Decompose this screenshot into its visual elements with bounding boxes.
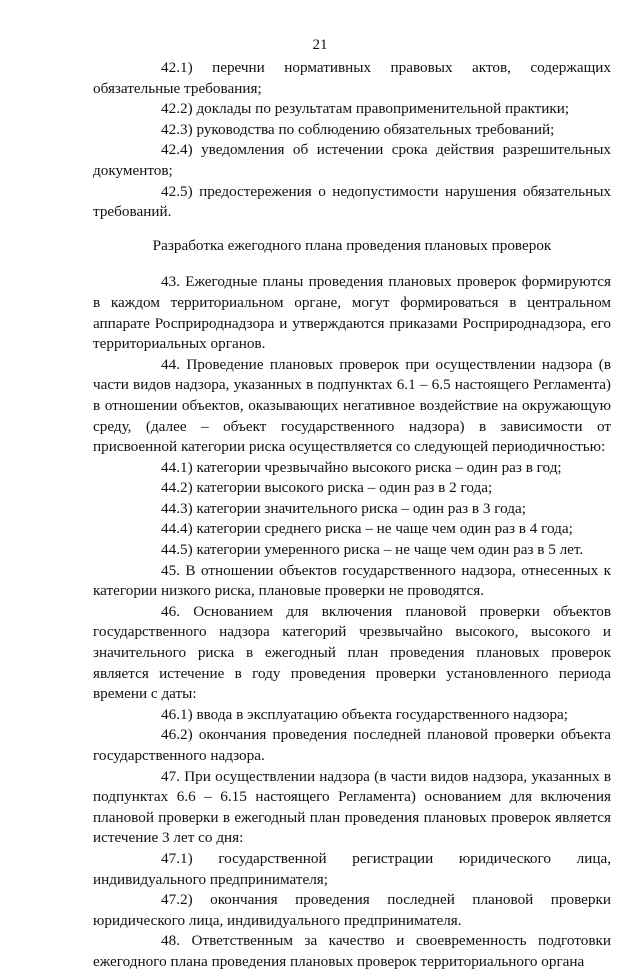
item-number: 47.2) [161, 891, 193, 909]
item-47-2 [93, 890, 611, 931]
item-text: руководства по соблюдению обязательных требований; [196, 120, 555, 138]
item-text: категории умеренного риска – не чаще чем один раз в 5 лет. [196, 541, 584, 559]
paragraph-45 [93, 561, 611, 602]
item-44-1 [93, 458, 611, 479]
item-text: категории высокого риска – один раз в 2 года; [196, 479, 493, 497]
item-text: категории значительного риска – один раз в 3 года; [196, 499, 526, 517]
item-text: окончания проведения последней плановой проверки юридического лица, индивидуального предпринимателя. [93, 891, 612, 929]
paragraph-number: 46. [161, 602, 180, 620]
item-number: 44.1) [161, 458, 193, 476]
item-44-3 [93, 499, 611, 520]
item-42-1 [93, 58, 611, 99]
item-number: 42.3) [161, 120, 193, 138]
item-number: 46.2) [161, 726, 193, 744]
paragraph-text: В отношении объектов государственного надзора, отнесенных к категории низкого риска, плановые проверки не проводятся. [93, 561, 612, 600]
item-text: предостережения о недопустимости нарушения обязательных требований. [93, 182, 611, 221]
paragraph-44 [93, 355, 611, 458]
item-text: категории чрезвычайно высокого риска – один раз в год; [196, 458, 562, 476]
document-body [93, 58, 611, 973]
item-number: 44.3) [161, 499, 193, 517]
item-42-2 [93, 99, 611, 120]
item-number: 47.1) [161, 849, 193, 867]
paragraph-text: Ежегодные планы проведения плановых проверок формируются в каждом территориальном органе, могут формироваться в центральном аппарате Росприроднадзора и утверждаются приказами Росприроднадзора, его территориальных органов. [93, 273, 611, 353]
item-46-2 [93, 725, 611, 766]
item-44-5 [93, 540, 611, 561]
paragraph-text: При осуществлении надзора (в части видов надзора, указанных в подпунктах 6.6 – 6.15 настоящего Регламента) основанием для включения плановой проверки в ежегодный план проведения плановых проверок является истечение 3 лет со дня: [93, 767, 611, 847]
item-42-3 [93, 120, 611, 141]
paragraph-text: Ответственным за качество и своевременность подготовки ежегодного плана проведения плановых проверок территориального органа [93, 932, 611, 970]
paragraph-text: Основанием для включения плановой проверки объектов государственного надзора категорий чрезвычайно высокого, высокого и значительного риска в ежегодный план проведения плановых проверок является истечение в году проведения проверки установленного периода времени с даты: [93, 602, 612, 703]
item-46-1 [93, 705, 611, 726]
item-44-2 [93, 478, 611, 499]
item-number: 44.5) [161, 541, 193, 559]
item-47-1 [93, 849, 611, 890]
paragraph-text: Проведение плановых проверок при осуществлении надзора (в части видов надзора, указанных в подпунктах 6.1 – 6.5 настоящего Регламента) в отношении объектов, оказывающих негативное воздействие на окружающую среду, (далее – объект государственного надзора) в зависимости от присвоенной категории риска осуществляется со следующей периодичностью: [93, 355, 611, 456]
paragraph-number: 43. [161, 273, 180, 291]
item-number: 42.4) [161, 141, 193, 159]
paragraph-43 [93, 272, 611, 354]
item-number: 42.2) [161, 100, 193, 118]
section-heading: Разработка ежегодного плана проведения плановых проверок [152, 236, 552, 254]
paragraph-number: 47. [161, 767, 180, 785]
item-text: категории среднего риска – не чаще чем один раз в 4 года; [196, 520, 573, 538]
paragraph-number: 44. [161, 355, 180, 373]
item-number: 44.2) [161, 479, 193, 497]
item-44-4 [93, 519, 611, 540]
item-42-5 [93, 182, 611, 223]
item-text: окончания проведения последней плановой проверки объекта государственного надзора. [93, 726, 611, 764]
item-number: 42.5) [161, 182, 193, 200]
item-number: 46.1) [161, 705, 193, 723]
item-42-4 [93, 140, 611, 181]
item-text: доклады по результатам правоприменительной практики; [196, 100, 570, 118]
item-number: 42.1) [161, 59, 193, 76]
item-text: государственной регистрации юридического лица, индивидуального предпринимателя; [93, 849, 612, 888]
paragraph-48 [93, 931, 611, 972]
page-number: 21 [312, 37, 328, 53]
item-text: ввода в эксплуатацию объекта государственного надзора; [196, 705, 569, 723]
item-text: перечни нормативных правовых актов, содержащих обязательные требования; [93, 59, 612, 97]
item-number: 44.4) [161, 520, 193, 538]
paragraph-number: 45. [161, 561, 180, 579]
paragraph-46 [93, 602, 611, 705]
paragraph-number: 48. [161, 932, 180, 950]
paragraph-47 [93, 767, 611, 849]
item-text: уведомления об истечении срока действия разрешительных документов; [93, 141, 611, 179]
